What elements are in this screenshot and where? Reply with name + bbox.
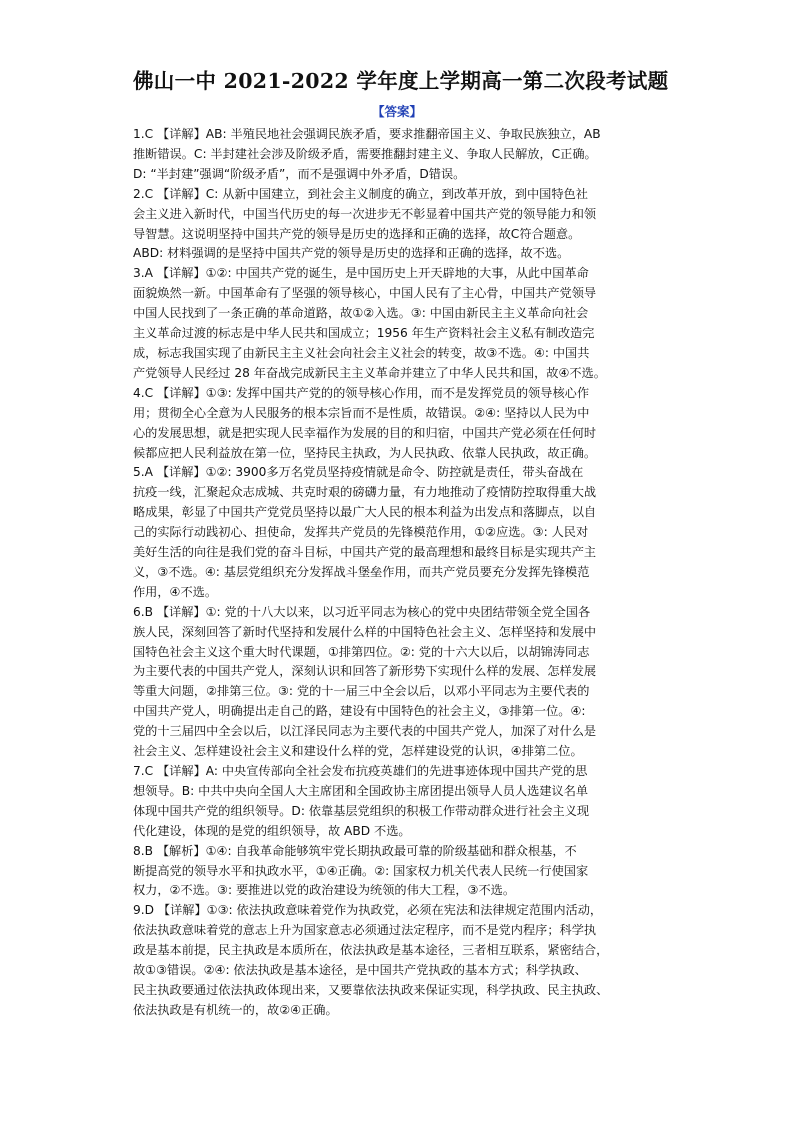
answer-line: 己的实际行动践初心、担使命，发挥共产党员的先锋模范作用，①②应选。③: 人民对 bbox=[133, 525, 589, 540]
answer-item bbox=[133, 762, 661, 842]
exam-answer-page bbox=[133, 66, 669, 1021]
answer-item bbox=[133, 185, 661, 265]
answer-line: 义，③不选。④: 基层党组织充分发挥战斗堡垒作用，而共产党员要充分发挥先锋模范 bbox=[133, 564, 590, 579]
answer-line: 国特色社会主义这个重大时代课题，①排第四位。②: 党的十六大以后，以胡锦涛同志 bbox=[133, 644, 590, 659]
answer-line: 民主执政要通过依法执政体现出来，又要靠依法执政来保证实现，科学执政、民主执政、 bbox=[133, 982, 609, 997]
answer-heading: 【答案】 bbox=[371, 104, 422, 119]
answer-line: 依法执政是有机统一的，故②④正确。 bbox=[133, 1002, 338, 1017]
answer-line: 产党领导人民经过 28 年奋战完成新民主主义革命并建立了中华人民共和国，故④不选。 bbox=[133, 365, 606, 380]
answer-item bbox=[133, 901, 661, 1020]
answer-line: 2.C 【详解】C: 从新中国建立，到社会主义制度的确立，到改革开放，到中国特色社 bbox=[133, 186, 588, 201]
answer-line: 主义革命过渡的标志是中华人民共和国成立；1956 年生产资料社会主义私有制改造完 bbox=[133, 326, 595, 341]
answer-line: 心的发展思想，就是把实现人民幸福作为发展的目的和归宿，中国共产党必须在任何时 bbox=[133, 425, 597, 440]
answer-line: 6.B 【详解】①: 党的十八大以来，以习近平同志为核心的党中央团结带领全党全国各 bbox=[133, 604, 591, 619]
answer-line: 抗疫一线，汇聚起众志成城、共克时艰的磅礴力量，有力地推动了疫情防控取得重大战 bbox=[133, 485, 597, 500]
answer-line: 断提高党的领导水平和执政水平，①④正确。②: 国家权力机关代表人民统一行使国家 bbox=[133, 863, 589, 878]
answer-line: 8.B 【解析】①④: 自我革命能够筑牢党长期执政最可靠的阶级基础和群众根基，不 bbox=[133, 843, 577, 858]
answer-item bbox=[133, 603, 661, 762]
answer-line: 4.C 【详解】①③: 发挥中国共产党的的领导核心作用，而不是发挥党员的领导核心作 bbox=[133, 385, 590, 400]
answer-line: 权力，②不选。③: 要推进以党的政治建设为统领的伟大工程，③不选。 bbox=[133, 883, 516, 898]
answer-line: 故①③错误。②④: 依法执政是基本途径，是中国共产党执政的基本方式；科学执政、 bbox=[133, 963, 587, 978]
answer-line: 3.A 【详解】①②: 中国共产党的诞生，是中国历史上开天辟地的大事，从此中国革命 bbox=[133, 266, 589, 281]
answer-line: 中国共产党人，明确提出走自己的路，建设有中国特色的社会主义，③排第一位。④: bbox=[133, 704, 586, 719]
answer-line: 为主要代表的中国共产党人，深刻认识和回答了新形势下实现什么样的发展、怎样发展 bbox=[133, 664, 597, 679]
answer-line: 面貌焕然一新。中国革命有了坚强的领导核心，中国人民有了主心骨，中国共产党领导 bbox=[133, 286, 597, 301]
answer-line: 推断错误。C: 半封建社会涉及阶级矛盾，需要推翻封建主义、争取人民解放，C正确。 bbox=[133, 146, 597, 161]
answer-list bbox=[133, 125, 661, 1021]
answer-line: 体现中国共产党的组织领导。D: 依靠基层党组织的积极工作带动群众进行社会主义现 bbox=[133, 803, 590, 818]
answer-item bbox=[133, 125, 661, 185]
answer-line: 想领导。B: 中共中央向全国人大主席团和全国政协主席团提出领导人员人选建议名单 bbox=[133, 783, 589, 798]
answer-line: 依法执政意味着党的意志上升为国家意志必须通过法定程序，而不是党内程序；科学执 bbox=[133, 923, 597, 938]
answer-line: 会主义进入新时代，中国当代历史的每一次进步无不彰显着中国共产党的领导能力和领 bbox=[133, 206, 597, 221]
answer-line: ABD: 材料强调的是坚持中国共产党的领导是历史的选择和正确的选择，故不选。 bbox=[133, 246, 570, 261]
answer-line: 社会主义、怎样建设社会主义和建设什么样的党，怎样建设党的认识，④排第二位。 bbox=[133, 744, 583, 759]
answer-item bbox=[133, 463, 661, 602]
answer-line: 成，标志我国实现了由新民主主义社会向社会主义社会的转变，故③不选。④: 中国共 bbox=[133, 345, 590, 360]
answer-line: 7.C 【详解】A: 中央宣传部向全社会发布抗疫英雄们的先进事迹体现中国共产党的思 bbox=[133, 764, 588, 778]
answer-line: 作用，④不选。 bbox=[133, 584, 218, 599]
document-title: 佛山一中 2021-2022 学年度上学期高一第二次段考试题 bbox=[133, 69, 669, 93]
answer-line: 候都应把人民利益放在第一位，坚持民主执政，为人民执政、依靠人民执政，故正确。 bbox=[133, 445, 597, 460]
answer-item bbox=[133, 842, 661, 902]
answer-line: 中国人民找到了一条正确的革命道路，故①②入选。③: 中国由新民主主义革命向社会 bbox=[133, 306, 589, 321]
answer-line: 代化建设，体现的是党的组织领导，故 ABD 不选。 bbox=[133, 823, 411, 838]
answer-item bbox=[133, 264, 661, 383]
answer-line: 美好生活的向往是我们党的奋斗目标，中国共产党的最高理想和最终目标是实现共产主 bbox=[133, 545, 597, 560]
answer-line: 党的十三届四中全会以后，以江泽民同志为主要代表的中国共产党人，加深了对什么是 bbox=[133, 724, 597, 739]
answer-line: 略成果，彰显了中国共产党党员坚持以最广大人民的根本利益为出发点和落脚点，以自 bbox=[133, 505, 597, 520]
answer-item bbox=[133, 384, 661, 464]
answer-line: 1.C 【详解】AB: 半殖民地社会强调民族矛盾，要求推翻帝国主义、争取民族独立，AB bbox=[133, 127, 601, 141]
answer-line: 政是基本前提，民主执政是本质所在，依法执政是基本途径，三者相互联系，紧密结合， bbox=[133, 943, 609, 958]
answer-line: 用；贯彻全心全意为人民服务的根本宗旨而不是性质，故错误。②④: 坚持以人民为中 bbox=[133, 405, 590, 420]
answer-line: 9.D 【详解】①③: 依法执政意味着党作为执政党，必须在宪法和法律规定范围内活动， bbox=[133, 903, 603, 918]
answer-line: 等重大问题，②排第三位。③: 党的十一届三中全会以后，以邓小平同志为主要代表的 bbox=[133, 684, 590, 699]
answer-line: 5.A 【详解】①②: 3900多万名党员坚持疫情就是命令、防控就是责任，带头奋战在 bbox=[133, 465, 584, 480]
answer-line: 导智慧。这说明坚持中国共产党的领导是历史的选择和正确的选择，故C符合题意。 bbox=[133, 226, 581, 241]
answer-line: D: “半封建”强调“阶级矛盾”，而不是强调中外矛盾，D错误。 bbox=[133, 166, 466, 181]
answer-line: 族人民，深刻回答了新时代坚持和发展什么样的中国特色社会主义、怎样坚持和发展中 bbox=[133, 624, 597, 639]
